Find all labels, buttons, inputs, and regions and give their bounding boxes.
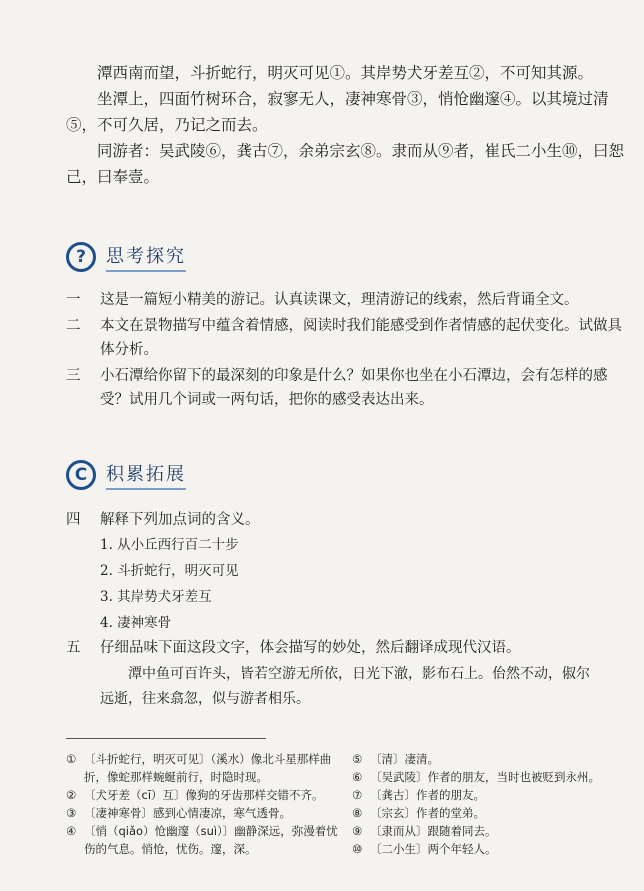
prose-text (66, 60, 626, 190)
example-item: 4. 凄神寒骨 (100, 615, 172, 631)
footnote (352, 786, 632, 804)
question-five (66, 636, 626, 662)
footnote-number: ⑩ (352, 842, 363, 856)
footnote-text: 〔宗玄〕作者的堂弟。 (370, 806, 485, 820)
question-item (66, 314, 626, 362)
footnote (66, 786, 346, 804)
question-four (66, 508, 626, 534)
question-item (66, 288, 626, 312)
c-arrow-icon: C (66, 460, 96, 490)
question-text: 小石潭给你留下的最深刻的印象是什么？如果你也坐在小石潭边，会有怎样的感受？试用几个词或一两句话，把你的感受表达出来。 (100, 368, 608, 408)
footnote-text: 〔悄（qiǎo）怆幽邃（suì）〕幽静深远，弥漫着忧伤的气息。悄怆，忧伤。邃，深。 (84, 824, 338, 856)
footnote-number: ② (66, 788, 77, 802)
footnote-number: ⑥ (352, 770, 363, 784)
footnote-text: 〔二小生〕两个年轻人。 (370, 842, 497, 856)
question-item (66, 636, 626, 660)
footnote-text: 〔龚古〕作者的朋友。 (370, 788, 485, 802)
footnote-number: ① (66, 752, 77, 766)
footnote-number: ⑧ (352, 806, 363, 820)
example-item: 3. 其岸势犬牙差互 (100, 589, 212, 605)
question-text: 本文在景物描写中蕴含着情感，阅读时我们能感受到作者情感的起伏变化。试做具体分析。 (100, 318, 622, 358)
question-icon: ? (66, 242, 96, 272)
footnotes-left (66, 750, 346, 858)
question-item (66, 508, 626, 532)
footnote-text: 〔犬牙差（cī）互〕像狗的牙齿那样交错不齐。 (84, 788, 324, 802)
thinking-questions (66, 288, 626, 414)
question-number: 一 (66, 292, 81, 308)
section-accumulate-header (66, 460, 186, 490)
prose-paragraph-2: 坐潭上，四面竹树环合，寂寥无人，凄神寒骨③，悄怆幽邃④。以其境过清⑤，不可久居，乃记之而去。 (66, 90, 609, 134)
footnote-number: ⑨ (352, 824, 363, 838)
footnote (352, 804, 632, 822)
question-text: 解释下列加点词的含义。 (100, 512, 260, 528)
footnote (352, 822, 632, 840)
footnote-number: ③ (66, 806, 77, 820)
footnote-number: ④ (66, 824, 77, 838)
footnote (352, 768, 632, 786)
question-number: 五 (66, 640, 81, 656)
footnote-text: 〔斗折蛇行，明灭可见〕（溪水）像北斗星那样曲折，像蛇那样蜿蜒前行，时隐时现。 (84, 752, 332, 784)
question-number: 二 (66, 318, 81, 334)
question-item (66, 364, 626, 412)
footnote-text: 〔凄神寒骨〕感到心情凄凉，寒气透骨。 (84, 806, 291, 820)
section-thinking-header (66, 242, 186, 272)
footnote (352, 750, 632, 768)
footnote-number: ⑦ (352, 788, 363, 802)
section-thinking-title: 思考探究 (106, 242, 186, 272)
question-number: 四 (66, 512, 81, 528)
question-number: 三 (66, 368, 81, 384)
footnote (66, 750, 346, 786)
footnote (66, 804, 346, 822)
question-text: 这是一篇短小精美的游记。认真读课文，理清游记的线索，然后背诵全文。 (100, 292, 579, 308)
prose-paragraph-1: 潭西南而望，斗折蛇行，明灭可见①。其岸势犬牙差互②，不可知其源。 (97, 64, 594, 82)
example-item: 1. 从小丘西行百二十步 (100, 537, 239, 553)
footnote-divider (66, 738, 266, 739)
footnotes-right (352, 750, 632, 858)
footnote-text: 〔隶而从〕跟随着同去。 (370, 824, 497, 838)
example-list (100, 532, 239, 636)
footnote-text: 〔清〕凄清。 (370, 752, 439, 766)
footnote-text: 〔吴武陵〕作者的朋友，当时也被贬到永州。 (370, 770, 600, 784)
question-text: 仔细品味下面这段文字，体会描写的妙处，然后翻译成现代汉语。 (100, 640, 521, 656)
footnote-number: ⑤ (352, 752, 363, 766)
footnote (66, 822, 346, 858)
example-item: 2. 斗折蛇行，明灭可见 (100, 563, 239, 579)
prose-paragraph-3: 同游者：吴武陵⑥，龚古⑦，余弟宗玄⑧。隶而从⑨者，崔氏二小生⑩，曰恕己，曰奉壹。 (66, 142, 625, 186)
passage-text: 潭中鱼可百许头，皆若空游无所依，日光下澈，影布石上。佁然不动，俶尔远逝，往来翕忽，似与游者相乐。 (100, 666, 590, 707)
footnote (352, 840, 632, 858)
section-accumulate-title: 积累拓展 (106, 460, 186, 490)
